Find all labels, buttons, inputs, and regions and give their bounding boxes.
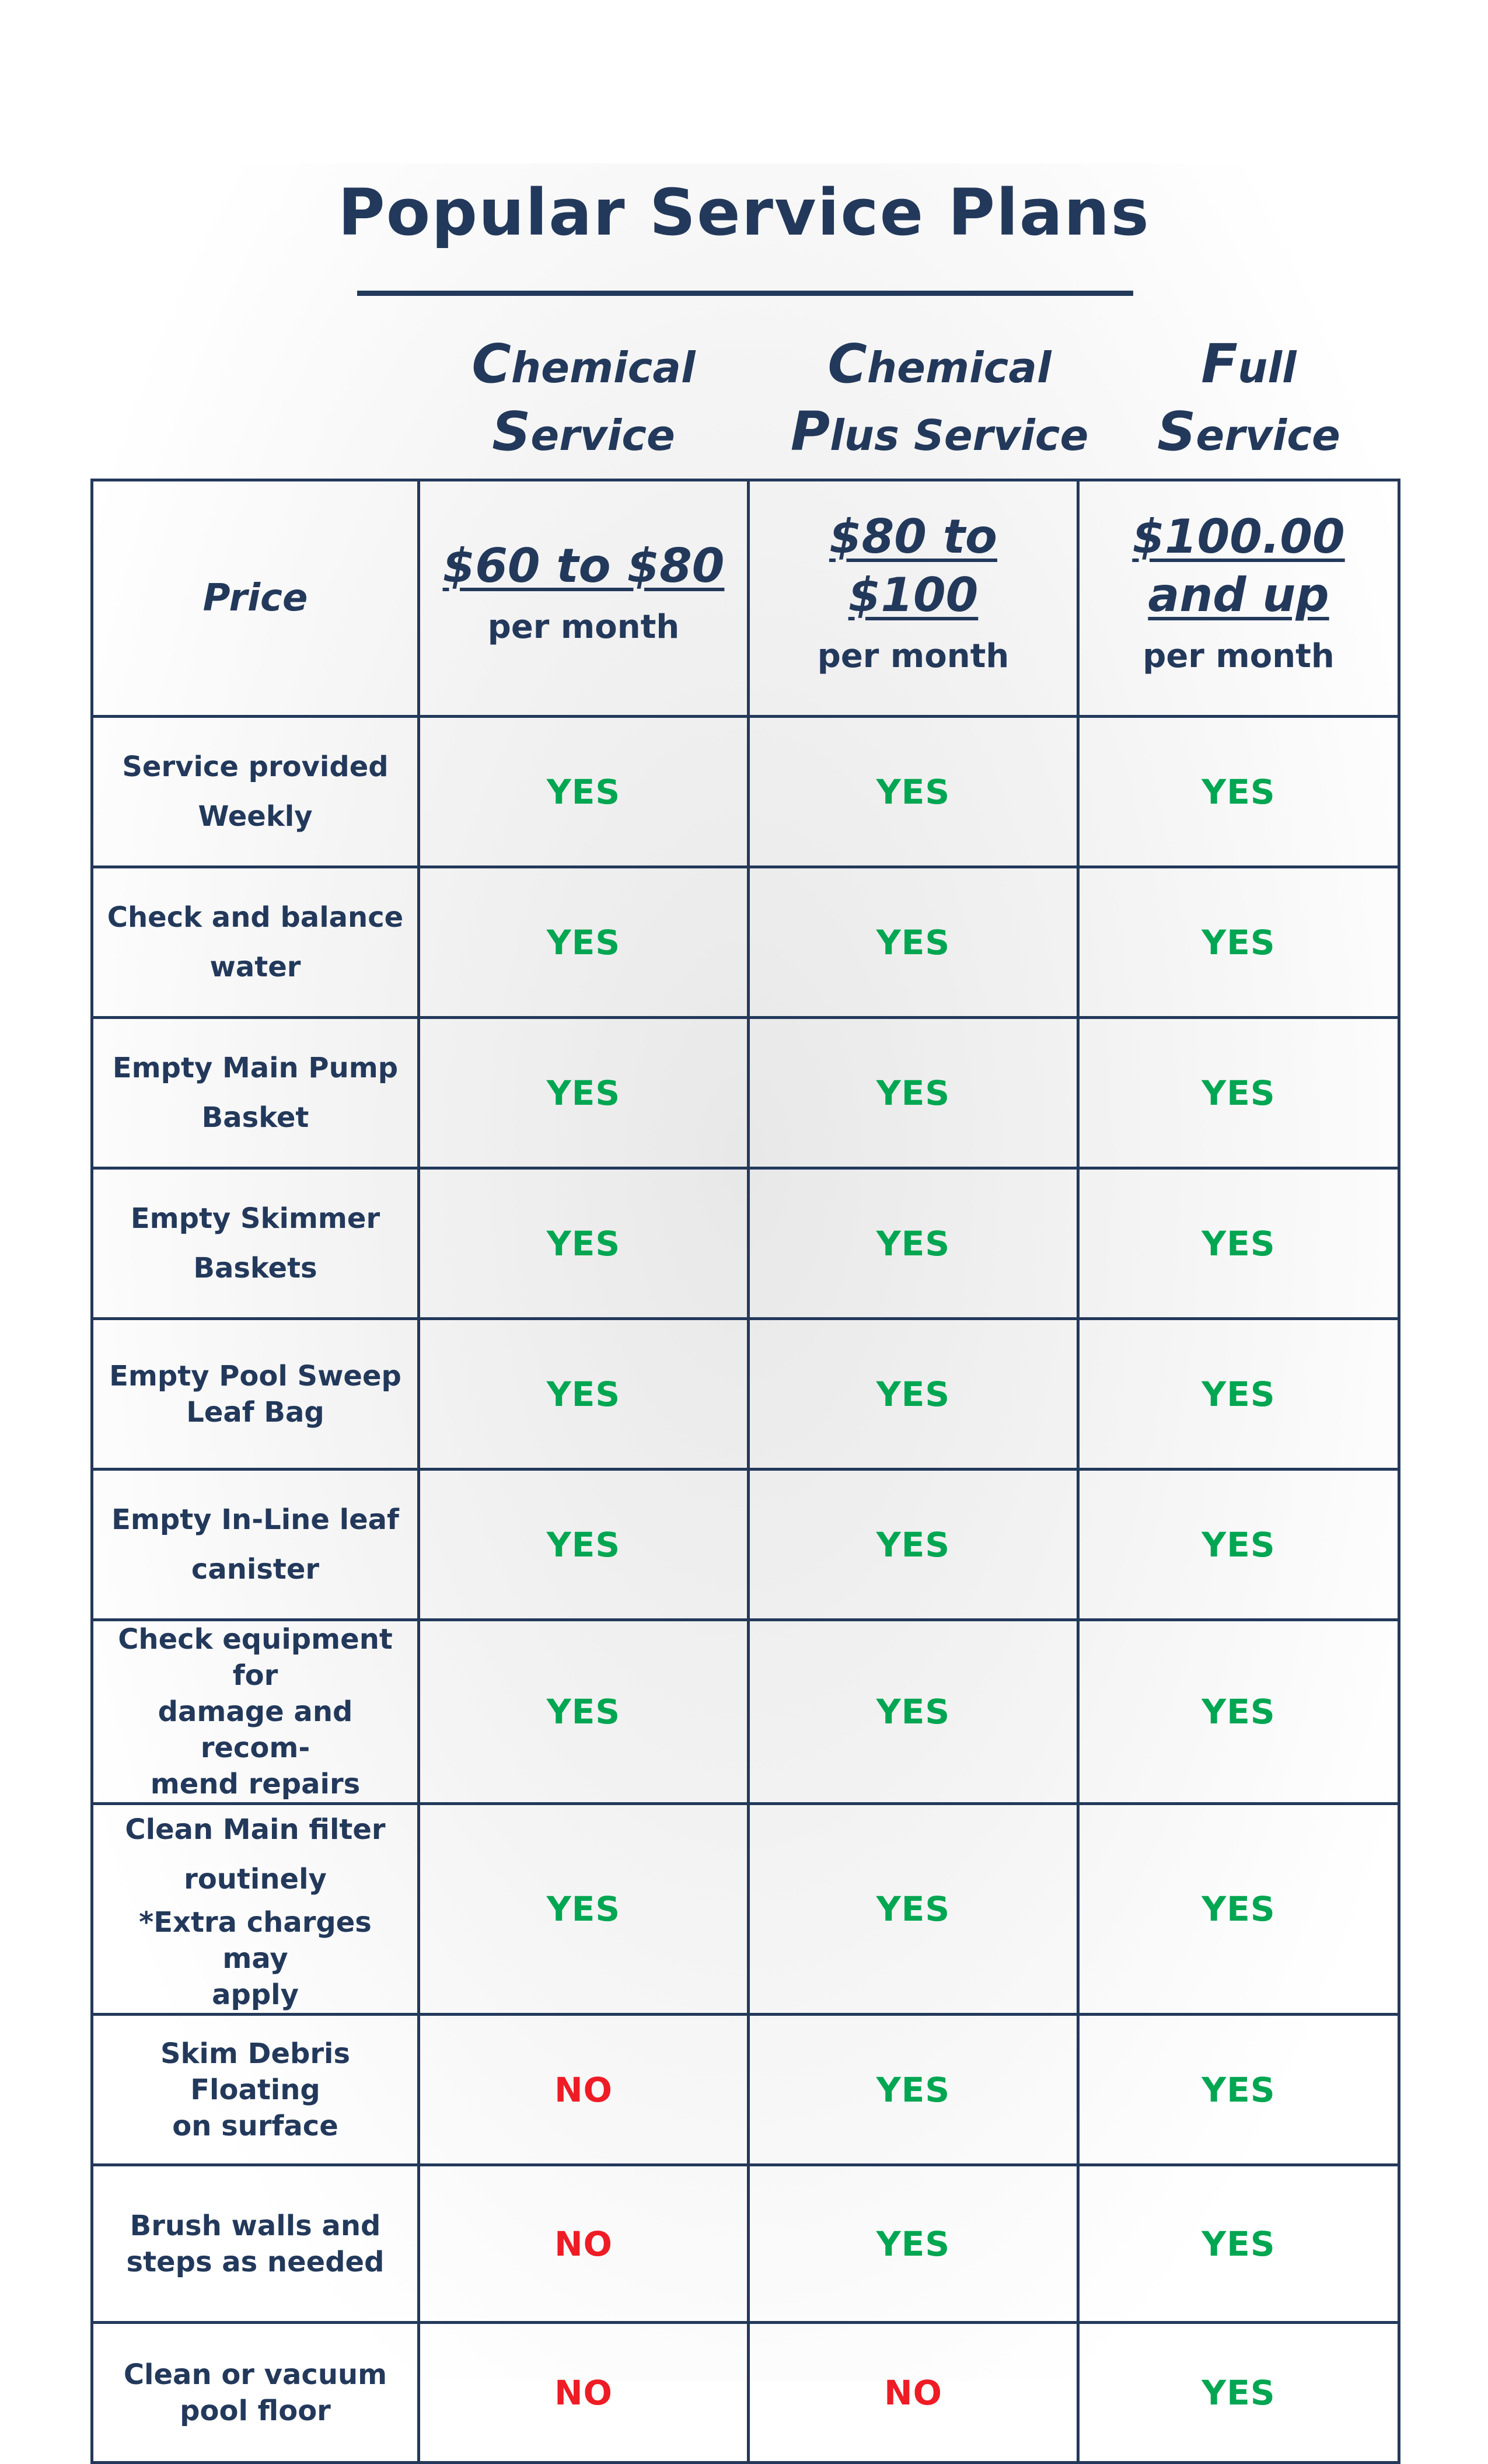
feature-cell (92, 1804, 419, 2015)
feature-note: apply (212, 1978, 299, 2011)
value-cell: YES (1078, 2015, 1399, 2165)
value-cell: YES (749, 2165, 1078, 2323)
plan-header-line: Chemical (827, 333, 1052, 395)
value-cell: YES (749, 1018, 1078, 1168)
feature-text: Leaf Bag (186, 1395, 324, 1429)
plan-header-chemical-plus-service (776, 333, 1103, 467)
table-row (92, 1804, 1399, 2015)
value-cell: YES (419, 1620, 749, 1804)
price-amount: $60 to $80 (442, 539, 725, 593)
value-cell: YES (749, 867, 1078, 1018)
plan-header-line: Full (1201, 333, 1297, 395)
feature-cell (92, 1620, 419, 1804)
feature-text: pool floor (180, 2394, 331, 2427)
feature-text: Empty In-Line leaf (111, 1503, 399, 1536)
feature-text: Skim Debris Floating (160, 2037, 351, 2106)
feature-text: Check equipment for (118, 1623, 393, 1692)
feature-text: routinely (184, 1863, 327, 1896)
price-unit: per month (1143, 637, 1335, 675)
plan-header-line: Chemical (471, 333, 696, 395)
price-row (92, 480, 1399, 717)
table-row (92, 1470, 1399, 1620)
feature-cell (92, 1470, 419, 1620)
feature-cell (92, 1168, 419, 1319)
value-cell: YES (1078, 717, 1399, 867)
value-cell: NO (419, 2165, 749, 2323)
feature-cell (92, 867, 419, 1018)
value-cell: YES (1078, 867, 1399, 1018)
feature-text: Check and balance (107, 901, 404, 934)
feature-text: Clean Main filter (125, 1813, 386, 1846)
value-cell: NO (419, 2323, 749, 2463)
feature-text: mend repairs (150, 1768, 361, 1800)
feature-text: Empty Main Pump (112, 1051, 399, 1084)
table-row (92, 1018, 1399, 1168)
table-row (92, 2323, 1399, 2463)
price-amount: $80 to $100 (829, 509, 998, 622)
value-cell: YES (1078, 1168, 1399, 1319)
value-cell: YES (749, 1168, 1078, 1319)
feature-text: Baskets (193, 1251, 317, 1285)
plan-header-line: Service (1157, 400, 1340, 463)
feature-text: Service provided (122, 750, 389, 783)
table-row (92, 2015, 1399, 2165)
feature-text: Clean or vacuum (123, 2358, 387, 2391)
title-underline (357, 291, 1133, 296)
value-cell: YES (749, 1620, 1078, 1804)
feature-text: Empty Pool Sweep (109, 1359, 401, 1392)
value-cell: YES (1078, 2165, 1399, 2323)
feature-cell (92, 717, 419, 867)
value-cell: YES (749, 717, 1078, 867)
value-cell: YES (419, 1470, 749, 1620)
value-cell: YES (419, 717, 749, 867)
price-amount: $100.00 (1132, 509, 1345, 564)
price-cell (419, 480, 749, 717)
price-cell (1078, 480, 1399, 717)
value-cell: YES (749, 1804, 1078, 2015)
value-cell: NO (419, 2015, 749, 2165)
feature-text: steps as needed (126, 2245, 385, 2278)
feature-text: Weekly (198, 800, 313, 833)
price-cell (749, 480, 1078, 717)
feature-text: Brush walls and (130, 2209, 381, 2242)
value-cell: YES (1078, 1319, 1399, 1470)
feature-note: *Extra charges may (139, 1906, 372, 1975)
feature-cell (92, 1018, 419, 1168)
table-row (92, 1319, 1399, 1470)
value-cell: YES (749, 2015, 1078, 2165)
plan-header-line: Plus Service (790, 400, 1089, 463)
feature-text: Basket (201, 1101, 309, 1134)
plan-header-full-service (1085, 333, 1412, 467)
feature-text: damage and recom- (158, 1695, 353, 1764)
table-row (92, 1620, 1399, 1804)
value-cell: YES (1078, 1620, 1399, 1804)
feature-text: water (209, 950, 301, 983)
value-cell: YES (419, 1168, 749, 1319)
price-unit: per month (817, 637, 1010, 675)
value-cell: YES (1078, 1018, 1399, 1168)
service-plans-table (90, 479, 1400, 2464)
value-cell: YES (749, 1470, 1078, 1620)
price-label-cell (92, 480, 419, 717)
feature-text: canister (191, 1552, 320, 1586)
feature-text: Empty Skimmer (130, 1202, 380, 1235)
feature-text: on surface (172, 2109, 338, 2142)
price-label: Price (202, 577, 308, 620)
feature-cell (92, 1319, 419, 1470)
table-row (92, 867, 1399, 1018)
value-cell: YES (419, 867, 749, 1018)
feature-cell (92, 2323, 419, 2463)
value-cell: YES (749, 1319, 1078, 1470)
price-amount: and up (1148, 568, 1329, 622)
value-cell: YES (1078, 1804, 1399, 2015)
table-row (92, 1168, 1399, 1319)
plan-header-chemical-service (420, 333, 747, 467)
value-cell: YES (419, 1319, 749, 1470)
page-title: Popular Service Plans (338, 175, 1150, 250)
feature-cell (92, 2015, 419, 2165)
table-row (92, 2165, 1399, 2323)
feature-cell (92, 2165, 419, 2323)
value-cell: YES (419, 1804, 749, 2015)
value-cell: YES (419, 1018, 749, 1168)
value-cell: YES (1078, 2323, 1399, 2463)
value-cell: YES (1078, 1470, 1399, 1620)
price-unit: per month (487, 608, 680, 646)
plan-header-line: Service (492, 400, 675, 463)
value-cell: NO (749, 2323, 1078, 2463)
table-row (92, 717, 1399, 867)
